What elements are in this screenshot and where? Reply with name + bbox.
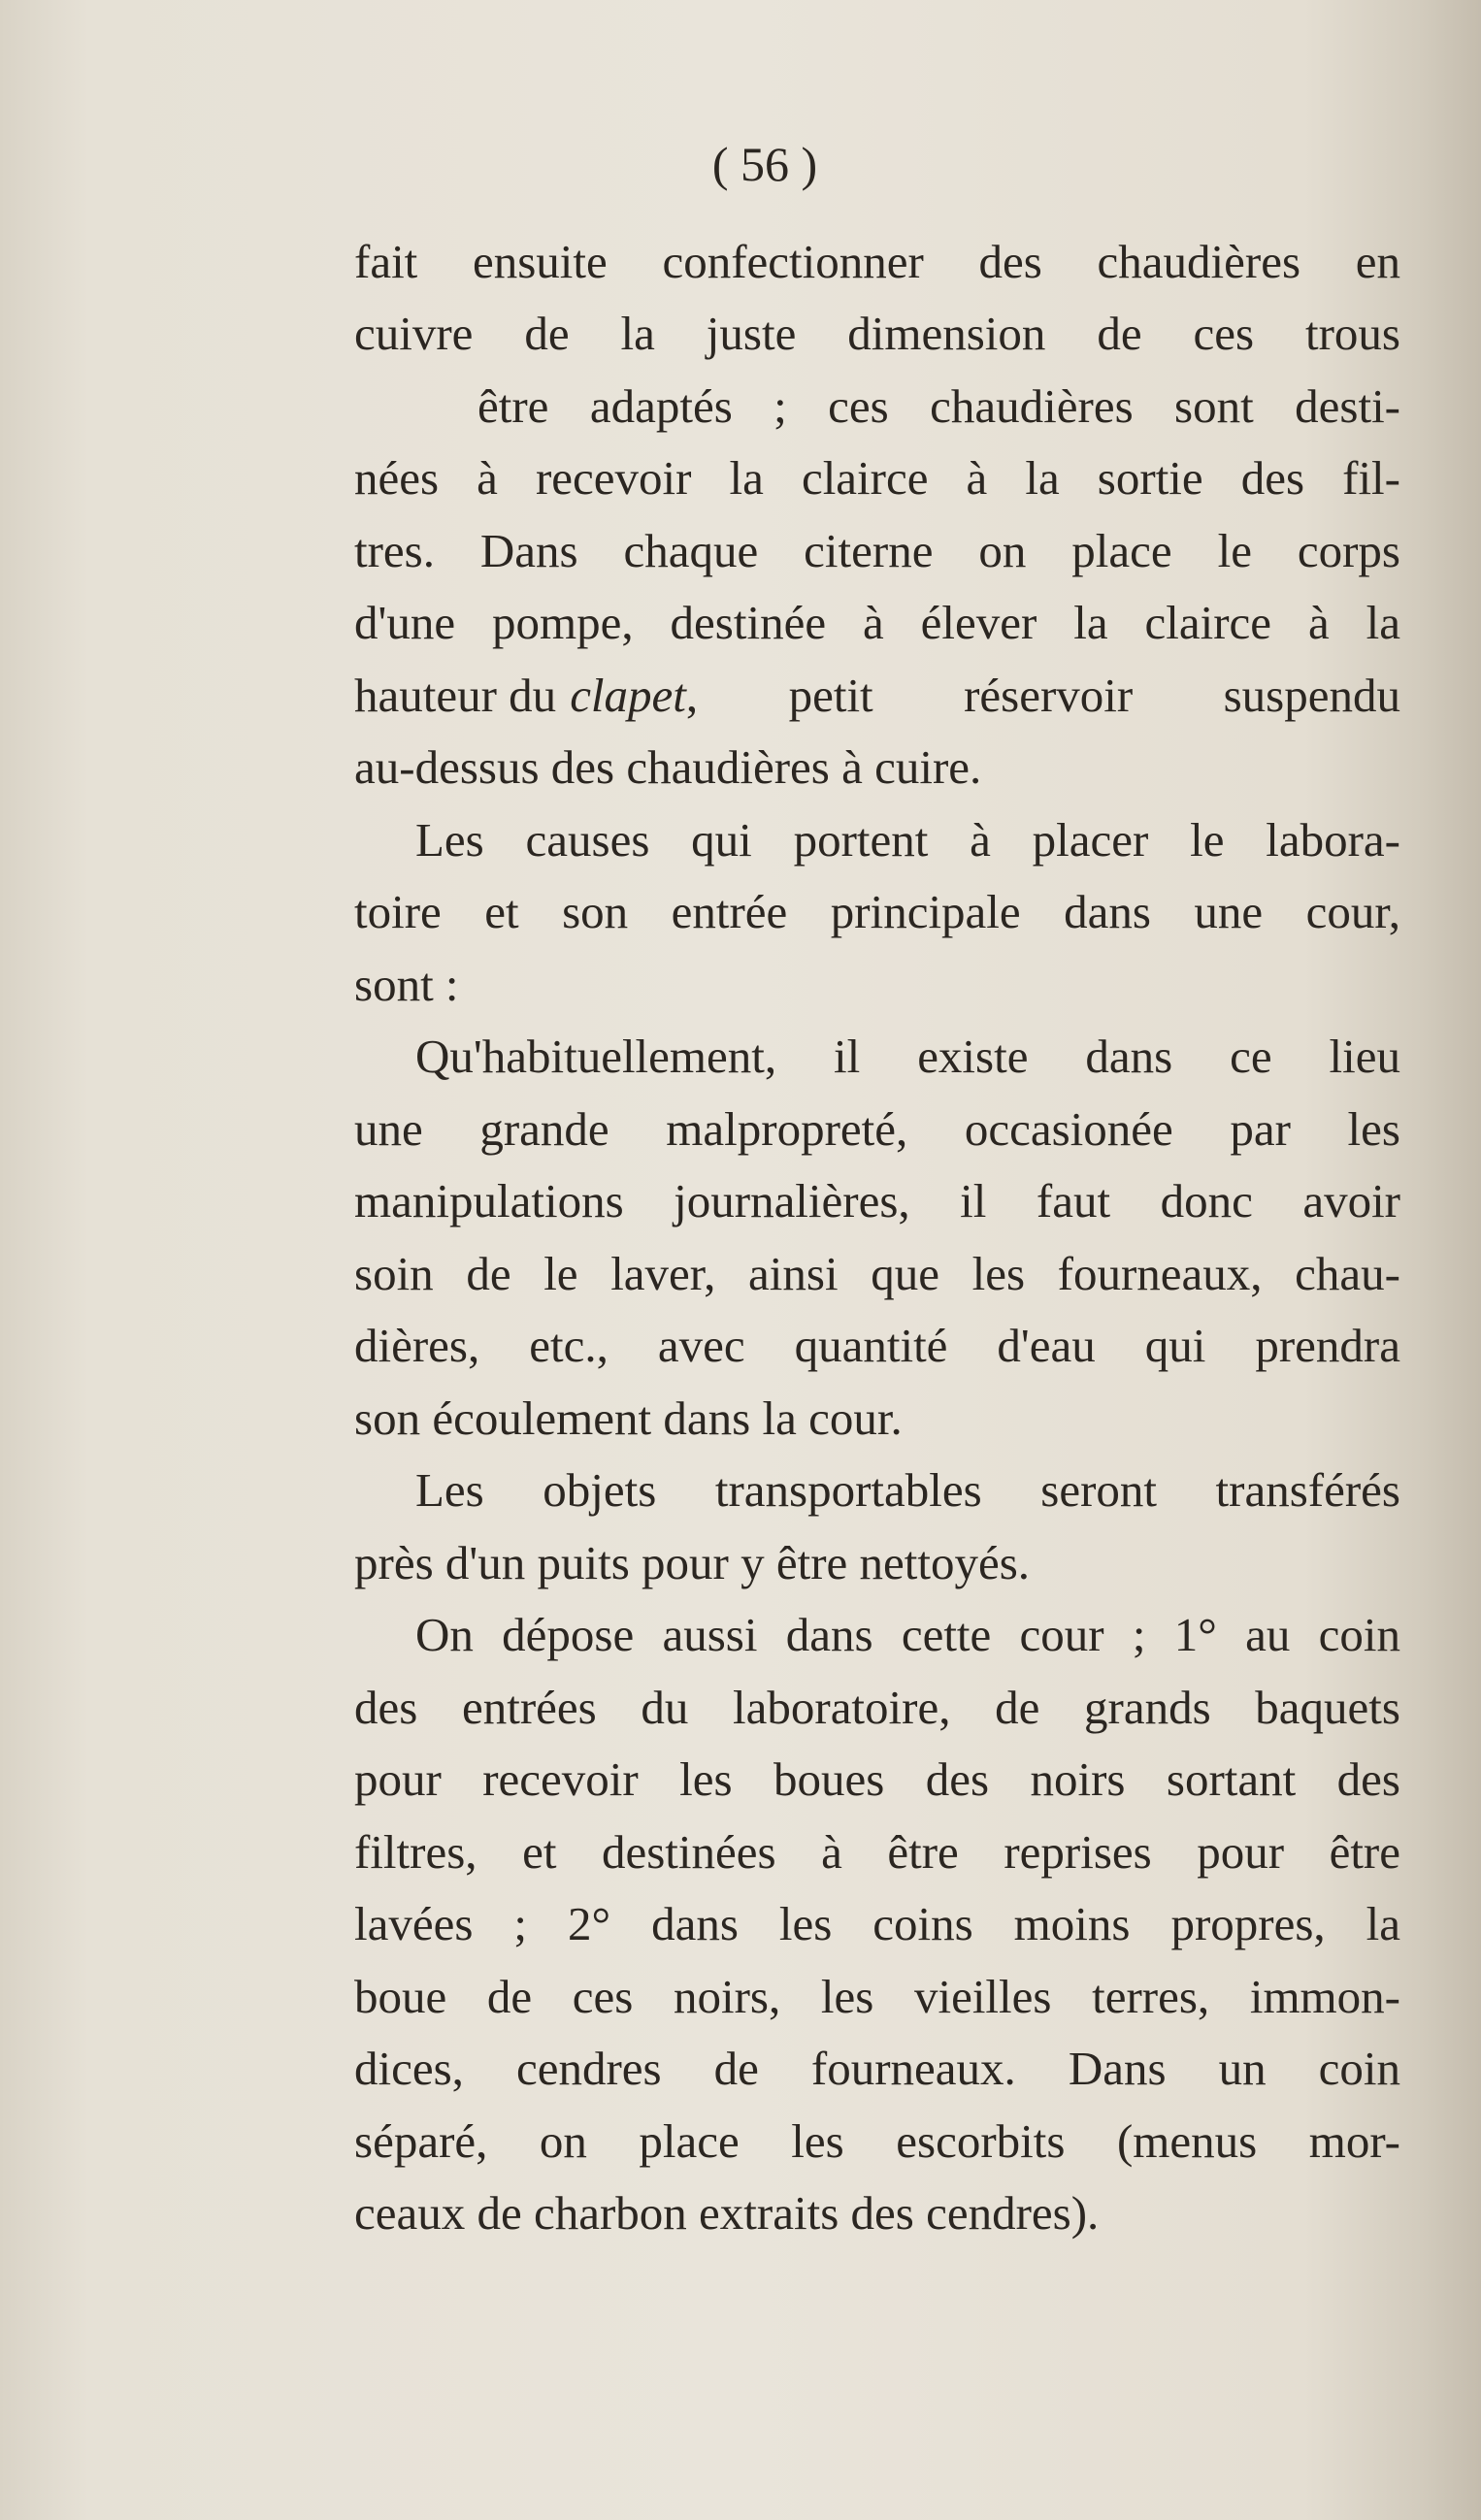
text-line: nées à recevoir la clairce à la sortie des fil- — [354, 451, 1400, 505]
text-line: dices, cendres de fourneaux. Dans un coin — [354, 2042, 1400, 2095]
text-line: près d'un puits pour y être nettoyés. — [354, 1536, 1031, 1589]
text-line: être adaptés ; ces chaudières sont desti- — [477, 379, 1400, 433]
text-line: dières, etc., avec quantité d'eau qui prendra — [354, 1319, 1400, 1372]
text-line: au-dessus des chaudières à cuire. — [354, 740, 982, 794]
text-line: son écoulement dans la cour. — [354, 1391, 903, 1445]
text-line: cuivre de la juste dimension de ces trous — [354, 307, 1400, 360]
text-span: hauteur du — [354, 669, 557, 722]
text-line: toire et son entrée principale dans une cour, — [354, 885, 1400, 938]
text-line: une grande malpropreté, occasionée par les — [354, 1102, 1400, 1156]
text-line: ceaux de charbon extraits des cendres). — [354, 2186, 1100, 2240]
text-line: Les causes qui portent à placer le labora- — [415, 813, 1400, 867]
text-line: lavées ; 2° dans les coins moins propres, la — [354, 1897, 1400, 1950]
text-line: tres. Dans chaque citerne on place le corps — [354, 524, 1400, 577]
text-span: , petit réservoir suspendu — [685, 669, 1400, 722]
text-line: séparé, on place les escorbits (menus mor- — [354, 2114, 1400, 2168]
text-line: manipulations journalières, il faut donc avoir — [354, 1174, 1400, 1227]
text-line: fait ensuite confectionner des chaudières en — [354, 235, 1400, 288]
text-line: des entrées du laboratoire, de grands baquets — [354, 1681, 1400, 1734]
text-line: sont : — [354, 958, 459, 1011]
italic-word: clapet — [570, 669, 686, 722]
text-line — [354, 667, 1400, 725]
text-line: soin de le laver, ainsi que les fourneaux, chau- — [354, 1247, 1400, 1300]
text-line: Qu'habituellement, il existe dans ce lieu — [415, 1030, 1400, 1083]
text-line: On dépose aussi dans cette cour ; 1° au coin — [415, 1608, 1400, 1661]
page-number: ( 56 ) — [711, 137, 818, 191]
text-line: boue de ces noirs, les vieilles terres, immon- — [354, 1970, 1400, 2023]
text-line: filtres, et destinées à être reprises pour être — [354, 1825, 1400, 1879]
text-line: pour recevoir les boues des noirs sortant des — [354, 1752, 1400, 1806]
text-line: Les objets transportables seront transférés — [415, 1463, 1400, 1517]
text-line: d'une pompe, destinée à élever la clairce à la — [354, 596, 1400, 649]
